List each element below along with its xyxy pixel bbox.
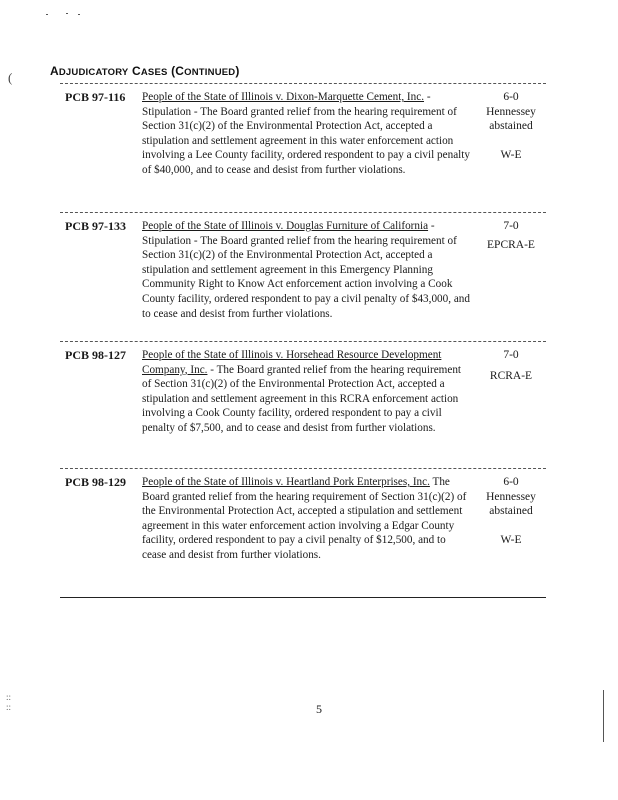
case-text: - The Board granted relief from the hearing requirement of Section 31(c)(2) of the Environmental Protection Act, accepted a stipulation and settlement agreement in this RCRA enforcement action involving a Cook County facility, ordered respondent to pay a civil penalty of $7,500, and to cease and desist from further violations. [142,363,462,434]
scan-speck [46,14,48,15]
case-entry [60,341,546,466]
vote-count: 7-0 [503,220,519,232]
case-title: People of the State of Illinois v. Dixon-Marquette Cement, Inc. [142,91,425,103]
vote-count: 7-0 [503,349,519,361]
scan-speck [78,14,80,15]
media-code: RCRA-E [489,369,533,382]
vote-note: Hennessey abstained [486,490,536,518]
case-vote-column [476,348,546,383]
bottom-divider [60,597,546,598]
case-vote-column [476,475,546,547]
media-code: W-E [500,533,522,546]
section-heading: ADJUDICATORY CASES (CONTINUED) [50,64,240,78]
case-description [142,219,472,321]
case-number: PCB 98-127 [65,348,126,362]
case-divider [60,341,546,342]
case-title: People of the State of Illinois v. Heartland Pork Enterprises, Inc. [142,476,430,488]
page-number: 5 [316,702,322,716]
media-code: W-E [500,148,522,161]
case-divider [60,468,546,469]
case-vote-column [476,219,546,252]
case-entry [60,468,546,593]
case-entry [60,83,546,208]
case-title: People of the State of Illinois v. Horsehead Resource Development Company, Inc. [142,349,442,376]
case-divider [60,83,546,84]
case-title: People of the State of Illinois v. Douglas Furniture of California [142,220,429,232]
case-vote-column [476,90,546,162]
margin-scan-bar [603,690,604,742]
case-entry [60,212,546,337]
media-code: EPCRA-E [487,238,535,251]
case-number: PCB 97-116 [65,90,126,104]
margin-scan-mark: :: :: [6,692,12,712]
case-description [142,475,472,563]
scan-speck [66,13,68,14]
case-description [142,348,472,436]
case-text: The Board granted relief from the hearing requirement of Section 31(c)(2) of the Environmental Protection Act, accepted a stipulation and settlement agreement in this water enforcement action involving a Edgar County facility, ordered respondent to pay a civil penalty of $12,500, and to cease and desist from further violations. [142,476,467,561]
case-description [142,90,472,178]
case-number: PCB 97-133 [65,219,126,233]
case-text: - Stipulation - The Board granted relief from the hearing requirement of Section 31(c)(2) of the Environmental Protection Act, accepted a stipulation and settlement agreement in this water enforcement action involving a Lee County facility, ordered respondent to pay a civil penalty of $40,000, and to cease and desist from further violations. [142,91,470,176]
case-text: - Stipulation - The Board granted relief from the hearing requirement of Section 31(c)(2) of the Environmental Protection Act, accepted a stipulation and settlement agreement in this Emergency Planning Community Right to Know Act enforcement action involving a Cook County facility, ordered respondent to pay a civil penalty of $43,000, and to cease and desist from further violations. [142,220,470,320]
vote-count: 6-0 [503,476,519,488]
vote-note: Hennessey abstained [486,105,536,133]
margin-bracket-mark: ( [8,70,13,85]
case-number: PCB 98-129 [65,475,126,489]
case-divider [60,212,546,213]
vote-count: 6-0 [503,91,519,103]
